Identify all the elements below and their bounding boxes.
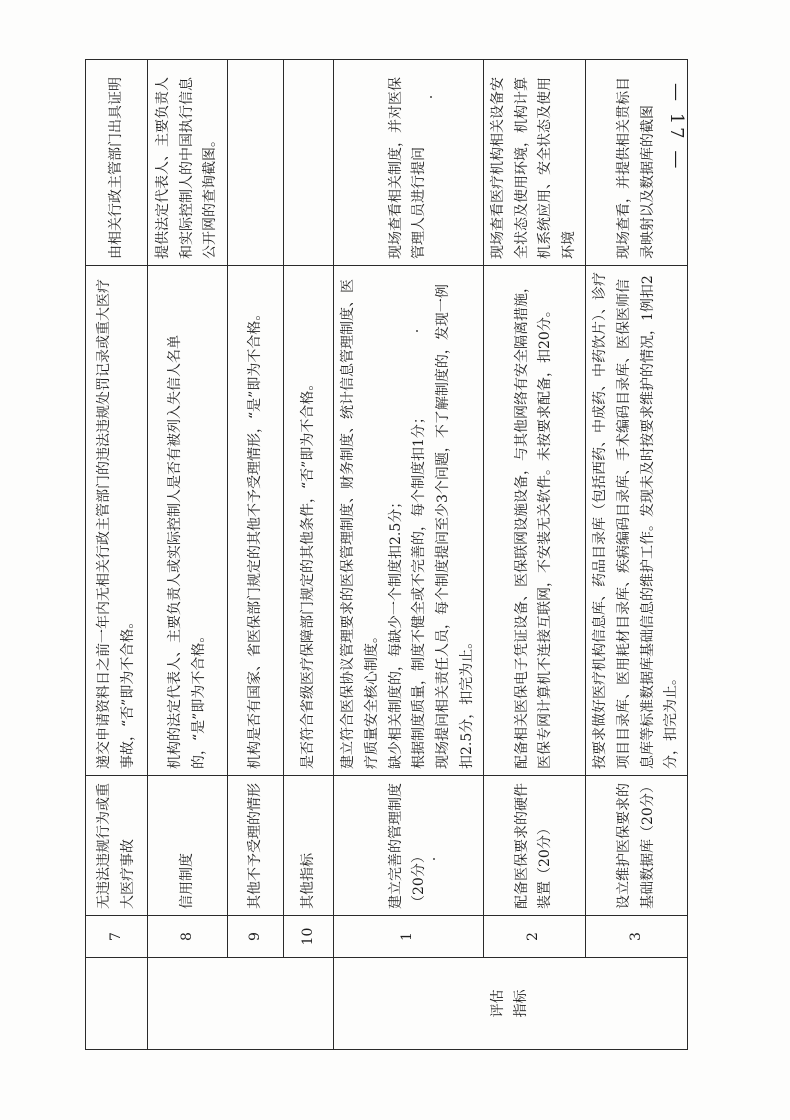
category-cell xyxy=(334,958,688,1050)
scan-speck xyxy=(433,858,435,860)
scan-speck xyxy=(430,96,432,98)
row-number: 1 xyxy=(334,916,484,958)
rule-text xyxy=(483,266,585,776)
rule-text xyxy=(585,266,687,776)
method-text: 现场查看，并提供相关贯标目录映射以及数据库的截图 xyxy=(585,60,687,266)
category-cell-top xyxy=(86,958,148,1050)
method-text: 提供法定代表人、主要负责人和实际控制人的中国执行信息公开网的查询截图。 xyxy=(148,60,228,266)
rule-line: 按要求做好医疗机构信息库、药品目录库（包括西药、中成药、中药饮片）、诊疗项目目录库、医用耗材目录库、疾病编码目录库、手术编码目录库、医保医师信息库等标准数据库基础信息的维护工作。发现未及时按要求维护的情况，1例扣2分，扣完为止。 xyxy=(591,272,680,769)
table-row xyxy=(334,60,484,1050)
rule-line: 是否符合省级医疗保障部门规定的其他条件，“否”即为不合格。 xyxy=(299,376,316,769)
rule-line: 现场提问相关责任人员，每个制度提问至少3个问题，不了解制度的，发现一例扣2.5分，扣完为止。 xyxy=(435,284,475,769)
item-name: 建立完善的管理制度（20分） xyxy=(334,776,484,916)
table-row xyxy=(483,60,585,1050)
rule-line: 缺少相关制度的，每缺少一个制度扣2.5分； xyxy=(387,494,404,769)
row-number: 8 xyxy=(148,916,228,958)
item-name: 其他不予受理的情形 xyxy=(228,776,284,916)
rule-line: 配备相关医保电子凭证设备、医保联网设施设备，与其他网络有安全隔离措施，医保专网计算机不连接互联网，不安装无关软件。未按要求配备，扣20分。 xyxy=(513,279,554,769)
item-name: 设立维护医保要求的基础数据库（20分） xyxy=(585,776,687,916)
evaluation-table xyxy=(85,59,688,1050)
rule-text xyxy=(334,266,484,776)
category-cell-top xyxy=(148,958,334,1050)
method-text: 现场查看相关制度，并对医保管理人员进行提问 xyxy=(334,60,484,266)
rule-text xyxy=(86,266,148,776)
row-number: 10 xyxy=(284,916,334,958)
table-row xyxy=(86,60,148,1050)
rule-line: 机构是否有国家、省医保部门规定的其他不予受理情形，“是”即为不合格。 xyxy=(246,306,263,769)
table-row xyxy=(148,60,228,1050)
table-row xyxy=(585,60,687,1050)
rule-text xyxy=(228,266,284,776)
rule-line: 建立符合医保协议管理要求的医保管理制度、财务制度、统计信息管理制度、医疗质量安全核心制度。 xyxy=(340,279,380,769)
rule-line: 机构的法定代表人、主要负责人或实际控制人是否有被列入失信人名单的，“是”即为不合格。 xyxy=(166,335,207,769)
scan-speck xyxy=(416,330,418,332)
category-label: 评估指标 xyxy=(490,989,529,1018)
rule-text xyxy=(148,266,228,776)
item-name: 配备医保要求的硬件装置（20分） xyxy=(483,776,585,916)
item-name: 其他指标 xyxy=(284,776,334,916)
item-name: 无违法违规行为或重大医疗事故 xyxy=(86,776,148,916)
row-number: 9 xyxy=(228,916,284,958)
item-name: 信用制度 xyxy=(148,776,228,916)
row-number: 3 xyxy=(585,916,687,958)
method-text xyxy=(228,60,284,266)
rule-line: 递交申请资料日之前一年内无相关行政主管部门的违法违规处罚记录或重大医疗事故，“否”即为不合格。 xyxy=(95,279,136,769)
method-text: 现场查看医疗机构相关设备安全状态及使用环境，机构计算机系统应用、安全状态及使用环境 xyxy=(483,60,585,266)
row-number: 2 xyxy=(483,916,585,958)
table-row xyxy=(228,60,284,1050)
method-text xyxy=(284,60,334,266)
rule-line: 根据制度质量，制度不健全或不完善的，每个制度扣1分； xyxy=(411,410,428,769)
rule-text xyxy=(284,266,334,776)
row-number: 7 xyxy=(86,916,148,958)
table-row xyxy=(284,60,334,1050)
page-number: — 17 — xyxy=(666,83,687,172)
method-text: 由相关行政主管部门出具证明 xyxy=(86,60,148,266)
